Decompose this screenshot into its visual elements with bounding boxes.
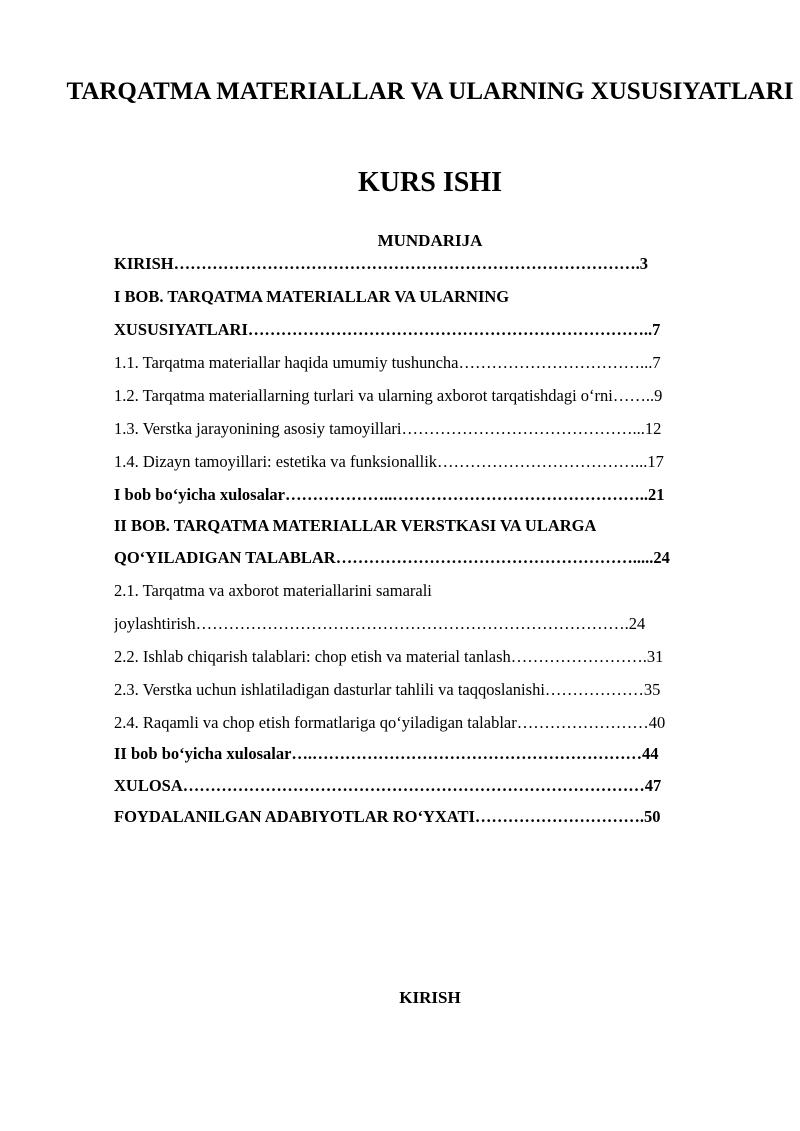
document-subtitle: KURS ISHI: [358, 167, 502, 198]
toc-entry: joylashtirish…………………………………………………………………….24: [114, 614, 646, 633]
toc-entry: 1.1. Tarqatma materiallar haqida umumiy tushuncha……………………………...7: [114, 353, 661, 372]
toc-entry: 1.3. Verstka jarayonining asosiy tamoyillari……………………………………...12: [114, 419, 662, 438]
contents-heading: MUNDARIJA: [377, 231, 483, 250]
toc-entry: II bob bo‘yicha xulosalar….……………………………………………………44: [114, 744, 659, 763]
toc-entry: 1.2. Tarqatma materiallarning turlari va ularning axborot tarqatishdagi o‘rni……..9: [114, 386, 663, 405]
toc-entry: KIRISH………………………………………………………………………….3: [114, 254, 648, 273]
toc-entry: I BOB. TARQATMA MATERIALLAR VA ULARNING: [114, 287, 510, 306]
toc-entry: XULOSA…………………………………………………………………………47: [114, 776, 662, 795]
section-heading: KIRISH: [399, 988, 461, 1007]
document-title: TARQATMA MATERIALLAR VA ULARNING XUSUSIYATLARI: [66, 78, 794, 105]
toc-entry: II BOB. TARQATMA MATERIALLAR VERSTKASI VA ULARGA: [114, 516, 597, 535]
toc-entry: 2.1. Tarqatma va axborot materiallarini samarali: [114, 581, 432, 600]
toc-entry: 2.4. Raqamli va chop etish formatlariga qo‘yiladigan talablar……………………40: [114, 713, 666, 732]
toc-entry: 1.4. Dizayn tamoyillari: estetika va funksionallik………………………………...17: [114, 452, 664, 471]
toc-entry: QO‘YILADIGAN TALABLAR……………………………………………….....24: [114, 548, 670, 567]
toc-entry: 2.2. Ishlab chiqarish talablari: chop etish va material tanlash…………………….31: [114, 647, 664, 666]
toc-entry: FOYDALANILGAN ADABIYOTLAR RO‘YXATI………………………….50: [114, 807, 661, 826]
toc-entry: 2.3. Verstka uchun ishlatiladigan dasturlar tahlili va taqqoslanishi………………35: [114, 680, 661, 699]
toc-entry: I bob bo‘yicha xulosalar………………..………………………………………..21: [114, 485, 665, 504]
toc-entry: XUSUSIYATLARI………………………………………………………………..7: [114, 320, 661, 339]
